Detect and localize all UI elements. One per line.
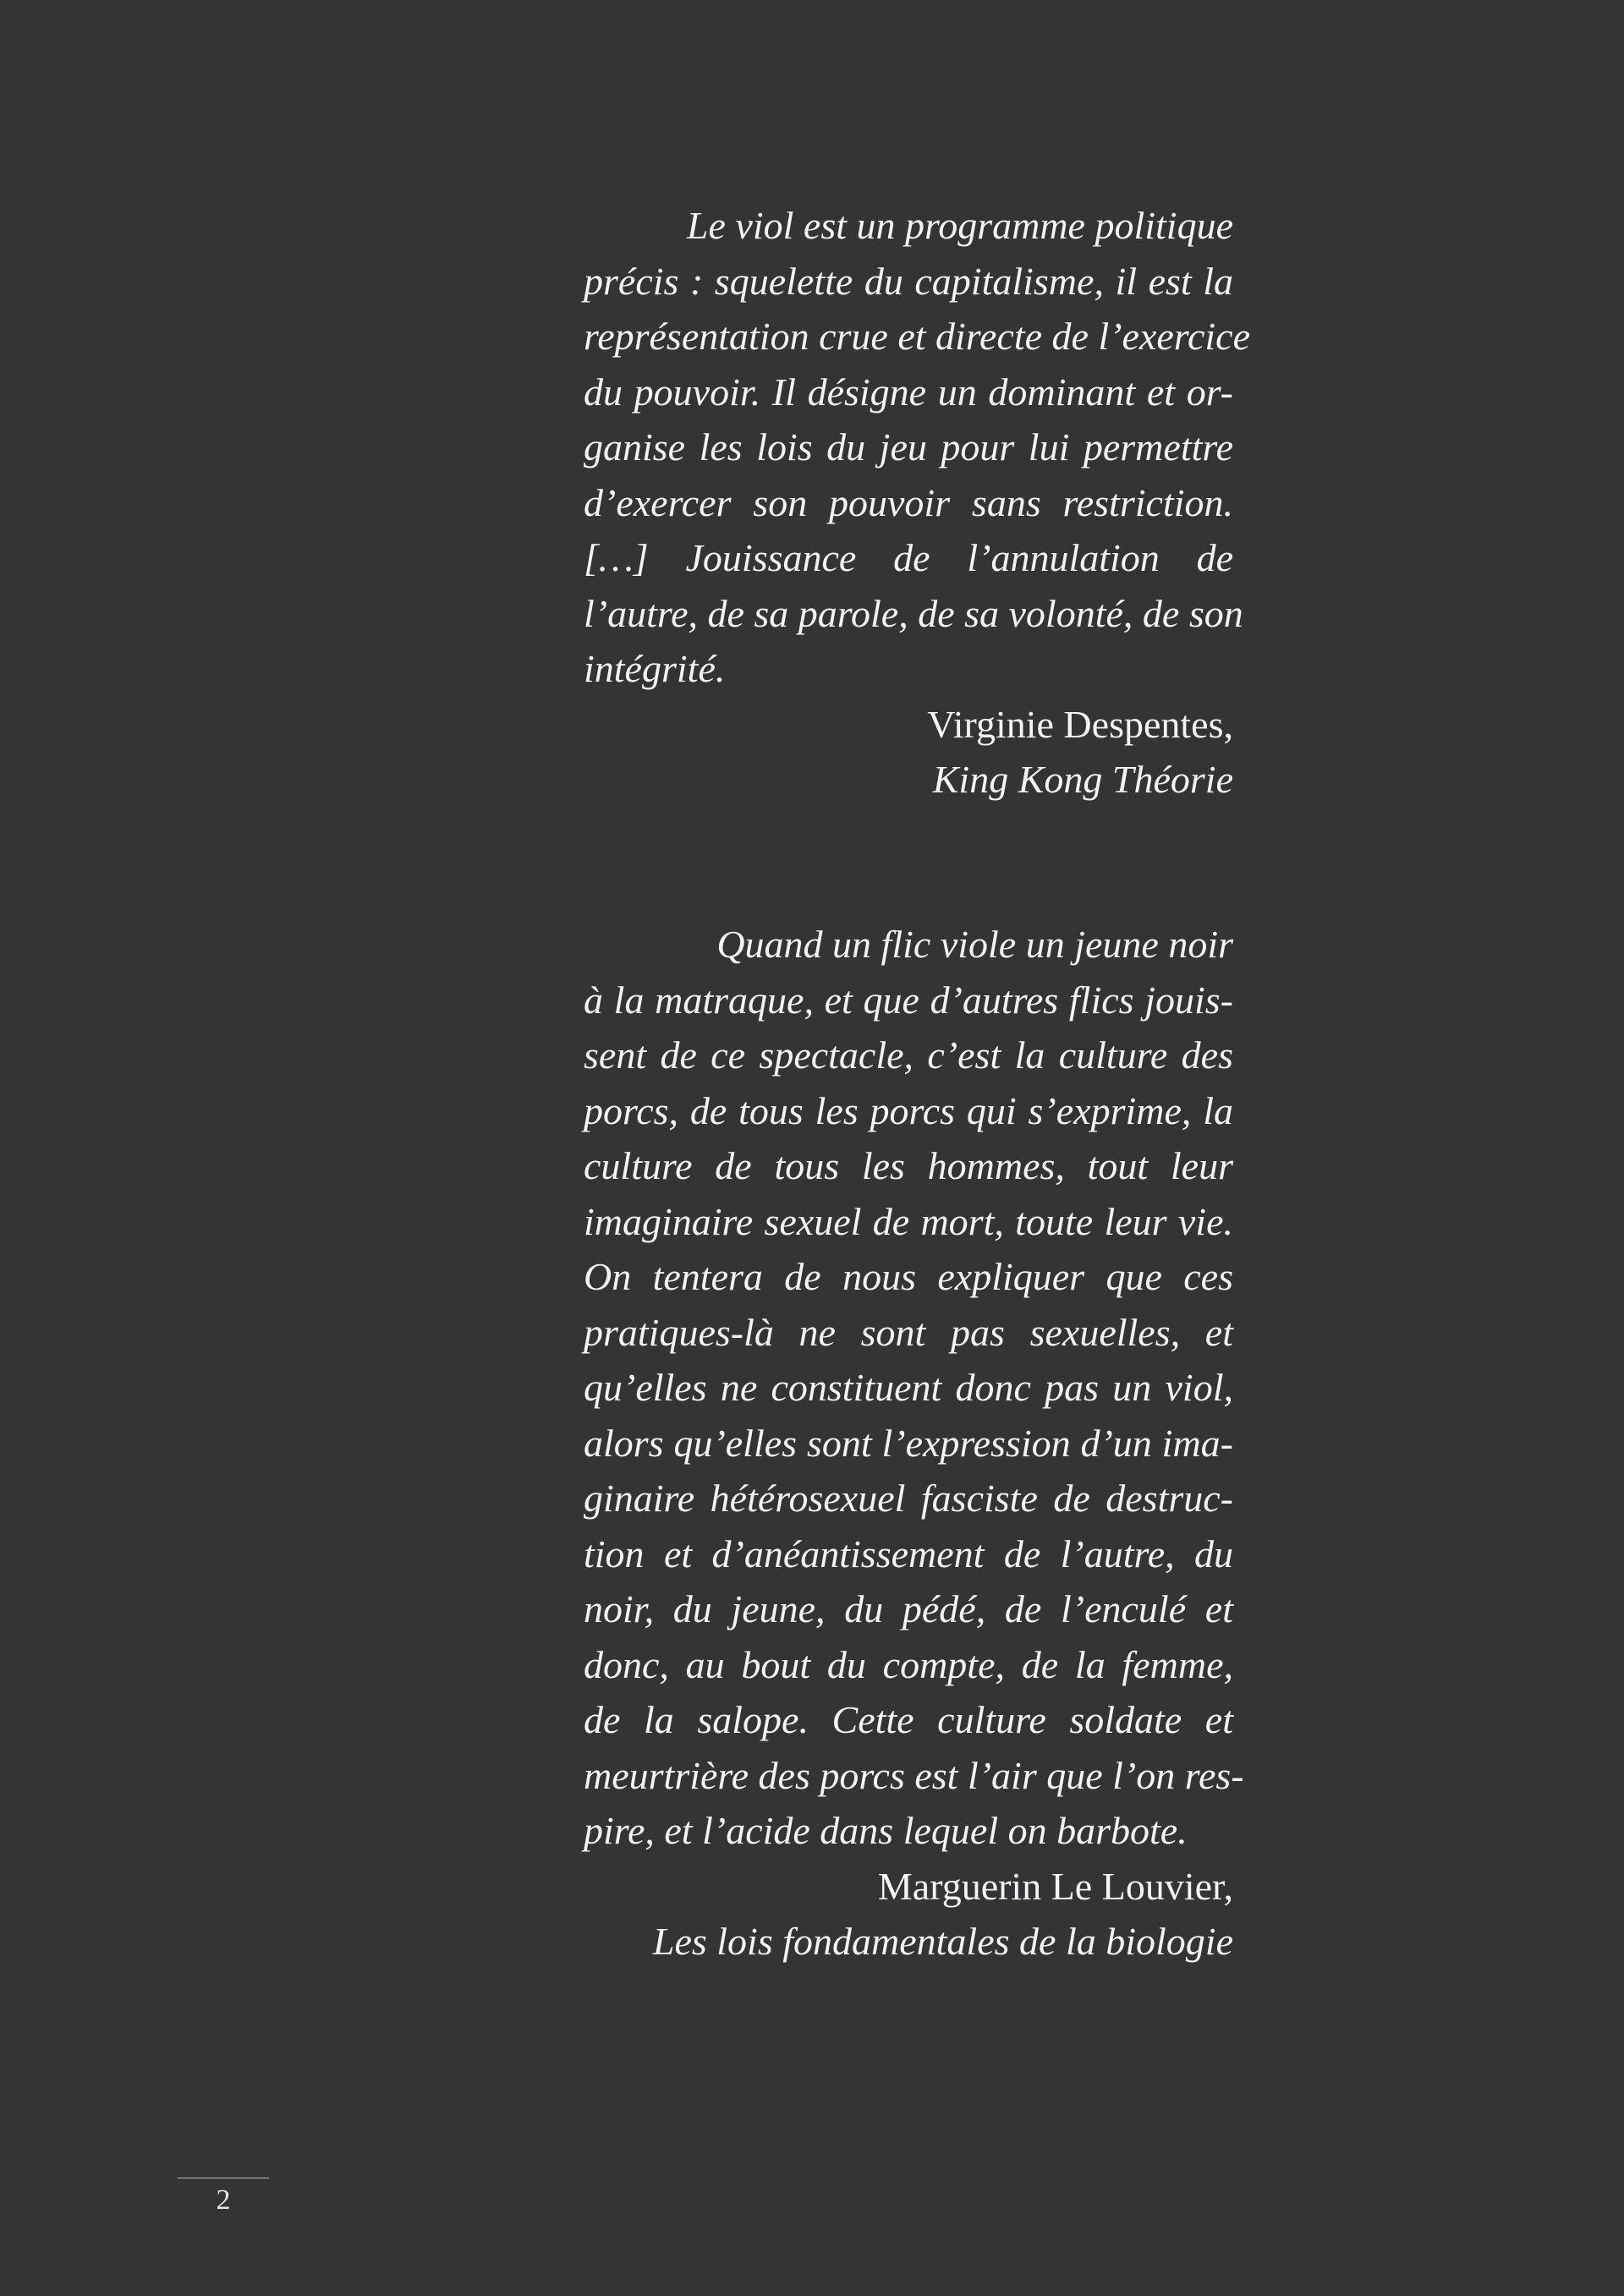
quote-line: du pouvoir. Il désigne un dominant et or- (584, 370, 1233, 414)
quote-line: pire, et l’acide dans lequel on barbote. (584, 1809, 1188, 1852)
quote-line: tion et d’anéantissement de l’autre, du (584, 1532, 1233, 1575)
quote-line: d’exercer son pouvoir sans restriction. (584, 480, 1233, 524)
quote-line: qu’elles ne constituent donc pas un viol, (584, 1366, 1233, 1409)
quote-line: précis : squelette du capitalisme, il est la (584, 259, 1233, 303)
quote-line: Quand un flic viole un jeune noir (716, 923, 1233, 966)
epigraph-quote-1 (584, 198, 1251, 808)
quote-source-title: Les lois fondamentales de la biologie (652, 1920, 1233, 1963)
quote-line: Le viol est un programme politique (686, 204, 1233, 247)
quote-line: porcs, de tous les porcs qui s’exprime, la (584, 1088, 1233, 1132)
quote-author: Marguerin Le Louvier, (877, 1864, 1233, 1908)
quote-line: culture de tous les hommes, tout leur (584, 1144, 1233, 1187)
quote-line: pratiques-là ne sont pas sexuelles, et (584, 1310, 1233, 1354)
quote-line: meurtrière des porcs est l’air que l’on res- (584, 1753, 1244, 1797)
quote-line: imaginaire sexuel de mort, toute leur vie. (584, 1199, 1233, 1243)
quote-author: Virginie Despentes, (927, 702, 1233, 746)
quote-line: alors qu’elles sont l’expression d’un ima- (584, 1421, 1233, 1465)
quote-line: l’autre, de sa parole, de sa volonté, de son (584, 591, 1243, 635)
quote-line: noir, du jeune, du pédé, de l’enculé et (584, 1587, 1233, 1630)
quote-line: de la salope. Cette culture soldate et (584, 1698, 1233, 1741)
quote-line: donc, au bout du compte, de la femme, (584, 1642, 1233, 1686)
quote-line: On tentera de nous expliquer que ces (584, 1255, 1233, 1298)
page-number: 2 (216, 2184, 231, 2216)
quote-line: ganise les lois du jeu pour lui permettre (584, 425, 1233, 469)
quote-line: […] Jouissance de l’annulation de (584, 536, 1233, 579)
quote-line: représentation crue et directe de l’exercice (584, 315, 1251, 358)
quote-source-title: King Kong Théorie (932, 758, 1233, 801)
quote-line: ginaire hétérosexuel fasciste de destruc- (584, 1477, 1233, 1520)
quote-line: à la matraque, et que d’autres flics jouis- (584, 978, 1233, 1022)
quote-line: intégrité. (584, 647, 726, 690)
quote-line: sent de ce spectacle, c’est la culture des (584, 1033, 1233, 1077)
epigraph-quote-2 (584, 917, 1244, 1970)
